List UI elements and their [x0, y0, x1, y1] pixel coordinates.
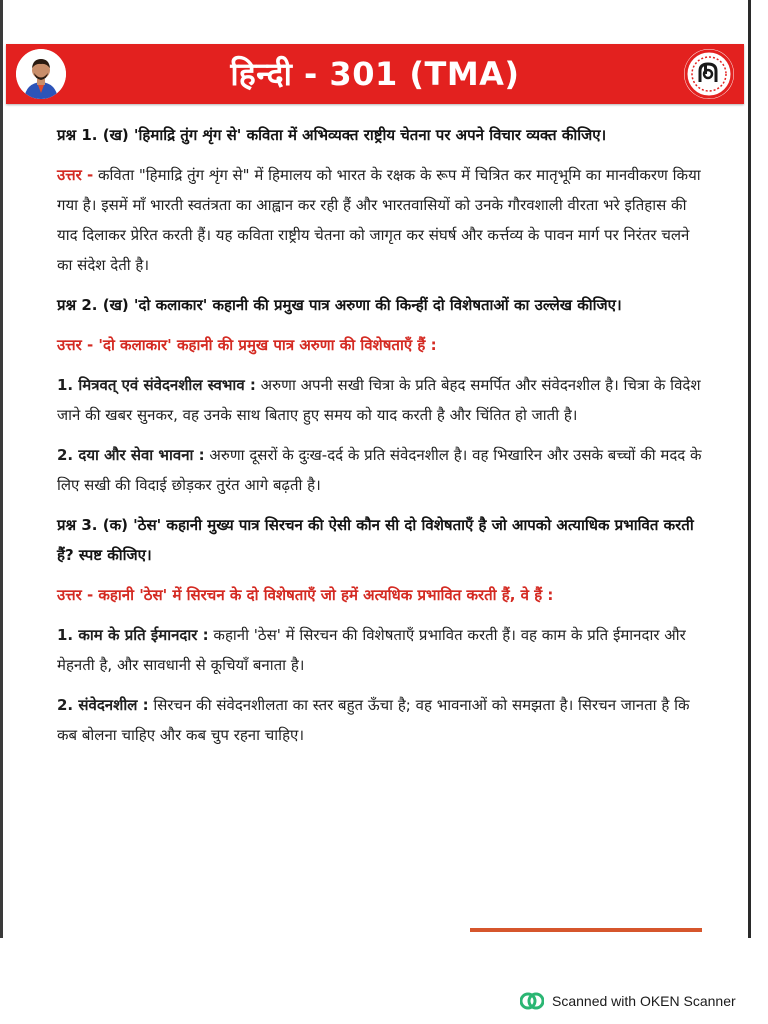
scanner-watermark	[520, 990, 760, 1012]
point-text: अरुणा अपनी सखी चित्रा के प्रति बेहद समर्पित और संवेदनशील है। चित्रा के विदेश जाने की खबर सुनकर, वह उनके साथ बिताए हुए समय को याद करती है और चिंतित हो जाती है।	[57, 376, 701, 424]
institution-logo	[684, 49, 734, 99]
question-block-2	[57, 290, 707, 500]
document-body	[57, 120, 707, 760]
point-title: 2. दया और सेवा भावना :	[57, 446, 205, 464]
answer-label: उत्तर -	[57, 166, 94, 184]
answer-heading-2: उत्तर - 'दो कलाकार' कहानी की प्रमुख पात्र अरुणा की विशेषताएँ हैं :	[57, 336, 437, 354]
scanner-logo-icon	[520, 991, 544, 1011]
answer-point	[57, 690, 707, 750]
header-banner	[6, 44, 744, 104]
page-title: हिन्दी - 301 (TMA)	[230, 55, 520, 93]
answer-point	[57, 620, 707, 680]
bottom-accent-line	[470, 928, 702, 932]
nios-logo-icon	[684, 49, 734, 99]
answer-point	[57, 370, 707, 430]
scanner-text: Scanned with OKEN Scanner	[552, 993, 736, 1009]
point-text: कहानी 'ठेस' में सिरचन की विशेषताएँ प्रभावित करती हैं। वह काम के प्रति ईमानदार और मेहनती है, और सावधानी से कूचियाँ बनाता है।	[57, 626, 686, 674]
point-title: 1. काम के प्रति ईमानदार :	[57, 626, 209, 644]
question-block-3	[57, 510, 707, 750]
answer-heading-3: उत्तर - कहानी 'ठेस' में सिरचन के दो विशेषताएँ जो हमें अत्यधिक प्रभावित करती हैं, वे हैं :	[57, 586, 554, 604]
point-title: 1. मित्रवत् एवं संवेदनशील स्वभाव :	[57, 376, 256, 394]
question-2: प्रश्न 2. (ख) 'दो कलाकार' कहानी की प्रमुख पात्र अरुणा की किन्हीं दो विशेषताओं का उल्लेख कीजिए।	[57, 296, 622, 314]
answer-point	[57, 440, 707, 500]
point-text: अरुणा दूसरों के दुःख-दर्द के प्रति संवेदनशील है। वह भिखारिन और उसके बच्चों की मदद के लिए सखी की विदाई छोड़कर तुरंत आगे बढ़ती है।	[57, 446, 702, 494]
answer-text: कविता "हिमाद्रि तुंग शृंग से" में हिमालय को भारत के रक्षक के रूप में चित्रित कर मातृभूमि का मानवीकरण किया गया है। इसमें माँ भारती स्वतंत्रता का आह्वान कर रही हैं और भारतवासियों को उनके गौरवशाली वीरता भरे इतिहास की याद दिलाकर प्रेरित करती हैं। यह कविता राष्ट्रीय चेतना को जागृत कर संघर्ष और कर्त्तव्य के पावन मार्ग पर निरंतर चलने का संदेश देती है।	[57, 166, 701, 274]
question-1: प्रश्न 1. (ख) 'हिमाद्रि तुंग शृंग से' कविता में अभिव्यक्त राष्ट्रीय चेतना पर अपने विचार व्यक्त कीजिए।	[57, 126, 607, 144]
question-3: प्रश्न 3. (क) 'ठेस' कहानी मुख्य पात्र सिरचन की ऐसी कौन सी दो विशेषताएँ है जो आपको अत्याधिक प्रभावित करती हैं? स्पष्ट कीजिए।	[57, 516, 694, 564]
question-block-1	[57, 120, 707, 280]
point-title: 2. संवेदनशील :	[57, 696, 149, 714]
point-text: सिरचन की संवेदनशीलता का स्तर बहुत ऊँचा है; वह भावनाओं को समझता है। सिरचन जानता है कि कब बोलना चाहिए और कब चुप रहना चाहिए।	[57, 696, 690, 744]
answer-1	[57, 160, 707, 280]
